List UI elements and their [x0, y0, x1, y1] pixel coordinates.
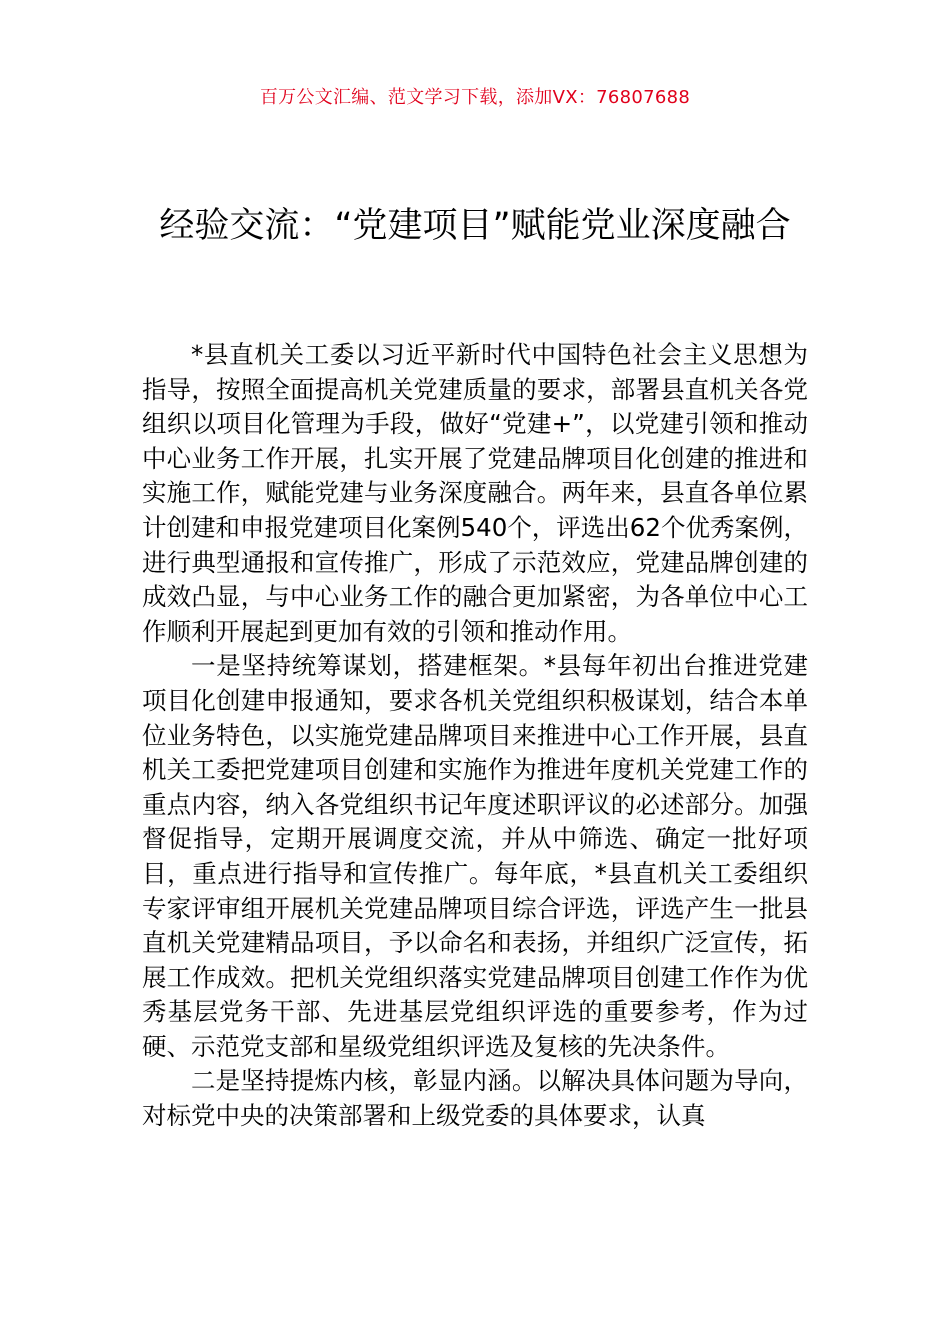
paragraph-one: 一是坚持统筹谋划，搭建框架。*县每年初出台推进党建项目化创建申报通知，要求各机关党组织积极谋划，结合本单位业务特色，以实施党建品牌项目来推进中心工作开展，县直机关工委把党建项目创建和实施作为推进年度机关党建工作的重点内容，纳入各党组织书记年度述职评议的必述部分。加强督促指导，定期开展调度交流，并从中筛选、确定一批好项目，重点进行指导和宣传推广。每年底，*县直机关工委组织专家评审组开展机关党建品牌项目综合评选，评选产生一批县直机关党建精品项目，予以命名和表扬，并组织广泛宣传，拓展工作成效。把机关党组织落实党建品牌项目创建工作作为优秀基层党务干部、先进基层党组织评选的重要参考，作为过硬、示范党支部和星级党组织评选及复核的先决条件。: [142, 651, 808, 1061]
document-body: [142, 338, 808, 1134]
document-title: 经验交流：“党建项目”赋能党业深度融合: [159, 206, 791, 247]
paragraph-two: 二是坚持提炼内核，彰显内涵。以解决具体问题为导向，对标党中央的决策部署和上级党委的具体要求，认真: [142, 1066, 808, 1131]
paragraph-intro: *县直机关工委以习近平新时代中国特色社会主义思想为指导，按照全面提高机关党建质量的要求，部署县直机关各党组织以项目化管理为手段，做好“党建+”，以党建引领和推动中心业务工作开展，扎实开展了党建品牌项目化创建的推进和实施工作，赋能党建与业务深度融合。两年来，县直各单位累计创建和申报党建项目化案例540个，评选出62个优秀案例，进行典型通报和宣传推广，形成了示范效应，党建品牌创建的成效凸显，与中心业务工作的融合更加紧密，为各单位中心工作顺利开展起到更加有效的引领和推动作用。: [142, 340, 808, 646]
header-note: 百万公文汇编、范文学习下载，添加VX：76807688: [259, 87, 691, 108]
